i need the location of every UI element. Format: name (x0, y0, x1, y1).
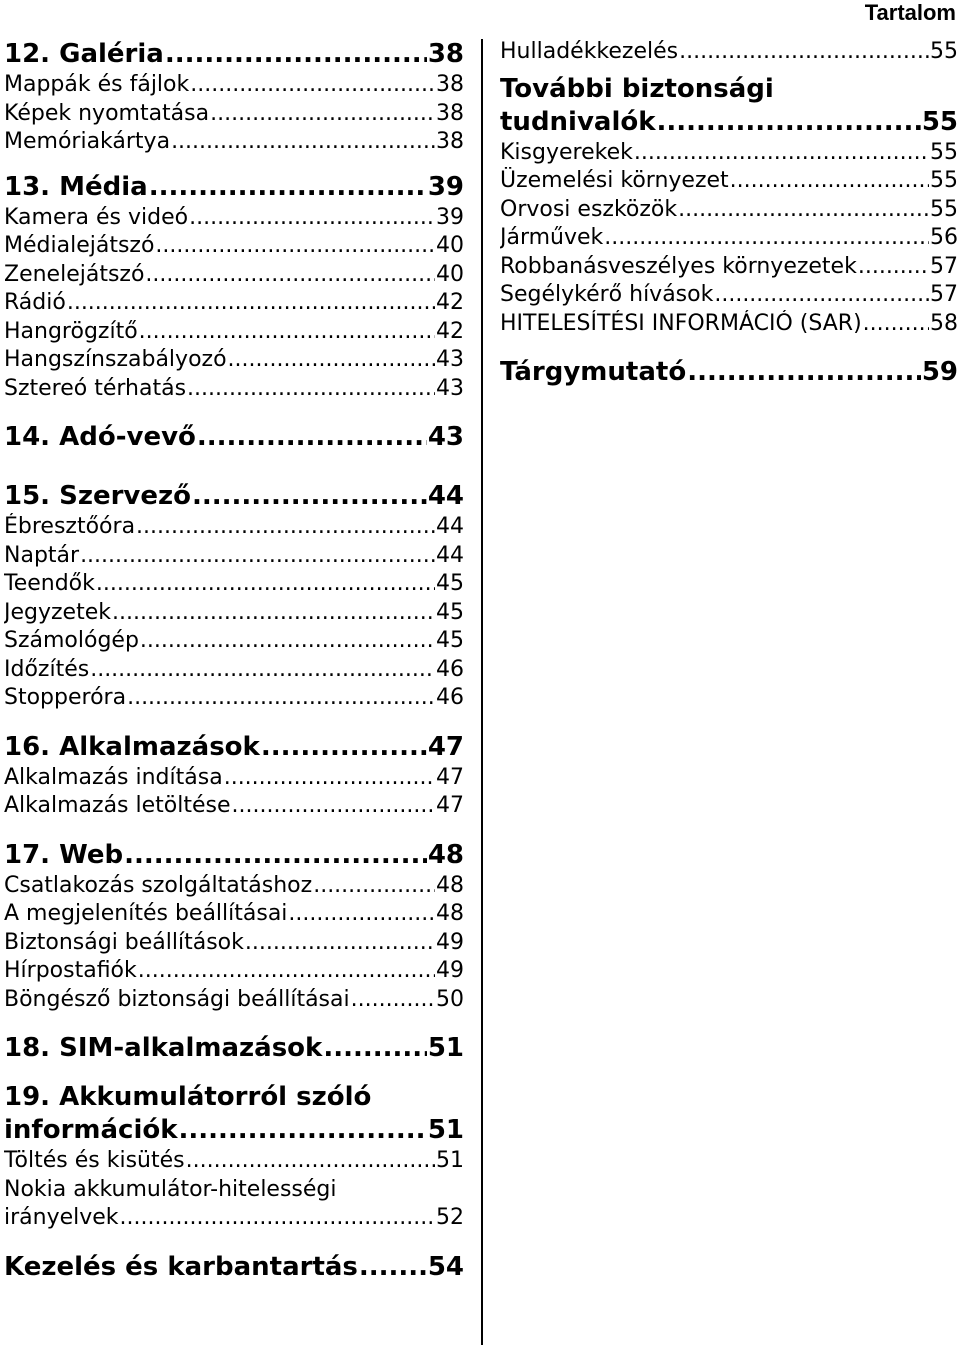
toc-left-column (4, 38, 464, 1284)
dot-leader (288, 900, 435, 929)
toc-entry-title: 13. Média (4, 171, 148, 202)
dot-leader (140, 627, 435, 656)
dot-leader (186, 1147, 435, 1176)
toc-entry-ebresztoora[interactable] (4, 513, 464, 542)
toc-page-number: 51 (427, 1115, 464, 1145)
toc-entry-row (4, 1147, 464, 1176)
toc-entry-title: Biztonsági beállítások (4, 929, 244, 955)
toc-page-number: 45 (436, 571, 464, 596)
toc-page-number: 58 (930, 310, 958, 336)
dot-leader (190, 71, 435, 100)
toc-entry-row (4, 986, 464, 1015)
toc-entry-title: tudnivalók (500, 106, 656, 137)
dot-leader (80, 542, 435, 571)
dot-leader (124, 839, 427, 872)
toc-entry-row (4, 792, 464, 821)
toc-entry-row (4, 318, 464, 347)
dot-leader (232, 792, 435, 821)
toc-entry-hulladekkezeles[interactable] (500, 38, 958, 67)
dot-leader (138, 957, 435, 986)
dot-leader (604, 224, 929, 253)
toc-entry-row (4, 38, 464, 71)
dot-leader (863, 310, 929, 339)
toc-entry-row (4, 232, 464, 261)
toc-page-number: 47 (427, 731, 464, 762)
toc-entry-szamologep[interactable] (4, 627, 464, 656)
toc-entry-row (4, 542, 464, 571)
dot-leader (261, 731, 427, 764)
toc-entry-row (4, 1114, 464, 1147)
toc-entry-row (4, 570, 464, 599)
toc-entry-hirpostafiok[interactable] (4, 957, 464, 986)
section-spacer (4, 1233, 464, 1251)
dot-leader (359, 1251, 427, 1284)
toc-entry-row (500, 310, 958, 339)
toc-entry-row (4, 731, 464, 764)
toc-entry-title: A megjelenítés beállításai (4, 901, 288, 926)
toc-entry-row (4, 100, 464, 129)
dot-leader (351, 986, 435, 1015)
toc-page-number: 55 (930, 39, 958, 64)
section-spacer (4, 821, 464, 839)
toc-entry-a-megjelenites-beallitasai[interactable] (4, 900, 464, 929)
toc-entry-title: Médialejátszó (4, 233, 155, 258)
toc-entry-title: Időzítés (4, 656, 90, 682)
toc-page-number: 42 (436, 290, 464, 315)
toc-entry-orvosi-eszkozok[interactable] (500, 196, 958, 225)
toc-entry-title: Üzemelési környezet (500, 168, 729, 193)
toc-page-number: 55 (930, 168, 958, 193)
toc-entry-title: Ébresztőóra (4, 514, 136, 539)
dot-leader (189, 204, 435, 233)
column-divider (481, 39, 483, 1345)
toc-entry-row (4, 839, 464, 872)
toc-entry-kepek-nyomtatasa[interactable] (4, 100, 464, 129)
toc-chapter-16-alkalmazasok[interactable] (4, 731, 464, 764)
toc-entry-title: 15. Szervező (4, 481, 192, 511)
toc-entry-title: Zenelejátszó (4, 261, 145, 287)
dot-leader (657, 106, 921, 139)
toc-entry-title: Töltés és kisütés (4, 1148, 185, 1173)
toc-entry-title: Orvosi eszközök (500, 196, 678, 222)
toc-page-number: 45 (436, 599, 464, 625)
toc-page-number: 38 (436, 72, 464, 97)
toc-entry-title: Segélykérő hívások (500, 282, 714, 307)
toc-chapter-kezeles-es-karbantartas[interactable] (4, 1251, 464, 1284)
toc-page-number: 43 (427, 422, 464, 452)
dot-leader (210, 100, 435, 129)
toc-entry-title: Kamera és videó (4, 204, 189, 230)
toc-entry-biztonsagi-beallitasok[interactable] (4, 929, 464, 958)
toc-entry-title: Számológép (4, 628, 139, 653)
toc-right-column (500, 38, 958, 389)
dot-leader (90, 656, 435, 685)
toc-entry-row (4, 957, 464, 986)
toc-entry-title: Hírpostafiók (4, 958, 137, 983)
toc-page-number: 57 (930, 282, 958, 307)
dot-leader (96, 570, 435, 599)
toc-entry-kisgyerekek[interactable] (500, 139, 958, 168)
toc-entry-title: Memóriakártya (4, 129, 171, 154)
toc-entry-title: Kezelés és karbantartás (4, 1251, 358, 1282)
toc-page-number: 55 (930, 196, 958, 222)
toc-page-number: 43 (436, 375, 464, 401)
toc-chapter-12-galeria[interactable] (4, 38, 464, 71)
toc-page-number: 44 (436, 542, 464, 568)
dot-leader (730, 167, 929, 196)
toc-entry-jegyzetek[interactable] (4, 599, 464, 628)
toc-entry-naptar[interactable] (4, 542, 464, 571)
toc-entry-idozites[interactable] (4, 656, 464, 685)
toc-entry-jarmuvek[interactable] (500, 224, 958, 253)
toc-chapter-14-ado-vevo[interactable] (4, 421, 464, 454)
toc-page-number: 40 (436, 233, 464, 258)
toc-page-number: 42 (436, 318, 464, 344)
toc-entry-alkalmazas-letoltese[interactable] (4, 792, 464, 821)
dot-leader (714, 281, 929, 310)
toc-entry-title-line: Nokia akkumulátor-hitelességi (4, 1176, 337, 1202)
toc-entry-title: Rádió (4, 290, 66, 315)
toc-entry-title: 17. Web (4, 839, 124, 870)
toc-page-number: 44 (427, 481, 464, 511)
toc-entry-title: Hangszínszabályozó (4, 347, 227, 372)
toc-entry-title: Teendők (4, 571, 95, 596)
dot-leader (245, 929, 435, 958)
toc-chapter-17-web[interactable] (4, 839, 464, 872)
section-spacer (4, 157, 464, 171)
toc-entry-title: 12. Galéria (4, 39, 164, 69)
toc-entry-uzemelesi-kornyezet[interactable] (500, 167, 958, 196)
toc-chapter-15-szervezo[interactable] (4, 480, 464, 513)
dot-leader (120, 1204, 435, 1233)
toc-entry-radio[interactable] (4, 289, 464, 318)
toc-page-number: 50 (436, 986, 464, 1012)
toc-entry-title: Sztereó térhatás (4, 375, 187, 401)
toc-entry-title: Hangrögzítő (4, 318, 138, 344)
toc-page-number: 40 (436, 261, 464, 287)
toc-page-number: 55 (930, 139, 958, 165)
toc-page-number: 59 (921, 357, 958, 387)
toc-page-number: 54 (427, 1251, 464, 1282)
toc-entry-title: információk (4, 1115, 178, 1145)
dot-leader (197, 421, 427, 454)
dot-leader (139, 318, 435, 347)
toc-chapter-19-akkumulatorrol-szolo[interactable] (4, 1081, 464, 1147)
dot-leader (678, 196, 929, 225)
toc-entry-row (4, 599, 464, 628)
toc-page-number: 38 (436, 100, 464, 126)
toc-page-number: 44 (436, 514, 464, 539)
dot-leader (149, 171, 427, 204)
toc-entry-row (500, 139, 958, 168)
toc-entry-row (4, 289, 464, 318)
toc-entry-title: Stopperóra (4, 685, 127, 710)
toc-entry-title: 14. Adó-vevő (4, 422, 196, 452)
toc-page-number: 47 (436, 764, 464, 790)
toc-entry-row (500, 224, 958, 253)
toc-page-number: 51 (436, 1148, 464, 1173)
toc-entry-row (4, 627, 464, 656)
toc-entry-row (4, 1204, 464, 1233)
toc-page-number: 38 (427, 39, 464, 69)
toc-chapter-13-media[interactable] (4, 171, 464, 204)
toc-entry-title: Képek nyomtatása (4, 100, 210, 126)
toc-entry-title: Mappák és fájlok (4, 72, 190, 97)
dot-leader (127, 684, 435, 713)
section-spacer (4, 403, 464, 421)
toc-page-number: 47 (436, 793, 464, 818)
toc-entry-title-line: További biztonsági (500, 73, 774, 104)
toc-page-number: 49 (436, 958, 464, 983)
toc-entry-row (500, 106, 958, 139)
toc-entry-title: Robbanásveszélyes környezetek (500, 253, 857, 279)
toc-entry-row (4, 171, 464, 204)
dot-leader (112, 599, 435, 628)
toc-entry-nokia-akkumulator-hitelessegi[interactable] (4, 1176, 464, 1233)
toc-entry-mappak-es-fajlok[interactable] (4, 71, 464, 100)
toc-entry-title: Hulladékkezelés (500, 39, 679, 64)
toc-entry-segelykero-hivasok[interactable] (500, 281, 958, 310)
toc-page-number: 49 (436, 929, 464, 955)
toc-entry-title: Alkalmazás letöltése (4, 793, 231, 818)
section-spacer (4, 1014, 464, 1032)
toc-entry-title: Alkalmazás indítása (4, 764, 223, 790)
dot-leader (634, 139, 929, 168)
toc-entry-title: Kisgyerekek (500, 139, 633, 165)
toc-entry-row (4, 900, 464, 929)
toc-entry-title: irányelvek (4, 1205, 119, 1230)
dot-leader (179, 1114, 427, 1147)
dot-leader (67, 289, 435, 318)
dot-leader (136, 513, 435, 542)
dot-leader (145, 261, 435, 290)
toc-entry-row (4, 929, 464, 958)
toc-entry-hangszinszabalyozo[interactable] (4, 346, 464, 375)
dot-leader (323, 1032, 426, 1065)
toc-page-number: 38 (436, 129, 464, 154)
toc-entry-sztereo-terhatas[interactable] (4, 375, 464, 404)
toc-entry-title: Tárgymutató (500, 357, 687, 387)
section-spacer (500, 338, 958, 356)
toc-page-number: 51 (427, 1033, 464, 1063)
dot-leader (687, 356, 921, 389)
toc-page-number: 46 (436, 656, 464, 682)
toc-page-number: 48 (436, 872, 464, 898)
toc-entry-zenelejatszo[interactable] (4, 261, 464, 290)
toc-entry-bongeszo-biztonsagi-beallitasai[interactable] (4, 986, 464, 1015)
dot-leader (224, 764, 435, 793)
dot-leader (858, 253, 929, 282)
toc-entry-row (4, 872, 464, 901)
toc-entry-row (500, 167, 958, 196)
toc-entry-title: Jegyzetek (4, 599, 111, 625)
toc-entry-row (4, 128, 464, 157)
dot-leader (679, 38, 929, 67)
toc-entry-medialejatszo[interactable] (4, 232, 464, 261)
toc-entry-row (4, 204, 464, 233)
toc-entry-teendok[interactable] (4, 570, 464, 599)
section-spacer (4, 713, 464, 731)
toc-entry-title: 16. Alkalmazások (4, 731, 260, 762)
toc-entry-row (4, 421, 464, 454)
toc-entry-title: Naptár (4, 542, 80, 568)
toc-chapter-targymutato[interactable] (500, 356, 958, 389)
toc-page-number: 52 (436, 1205, 464, 1230)
dot-leader (165, 38, 427, 71)
toc-entry-row (4, 261, 464, 290)
toc-entry-row (4, 346, 464, 375)
toc-entry-row (4, 1032, 464, 1065)
toc-entry-row (4, 1251, 464, 1284)
toc-page-number: 46 (436, 685, 464, 710)
toc-entry-alkalmazas-inditasa[interactable] (4, 764, 464, 793)
toc-page-number: 43 (436, 347, 464, 372)
toc-entry-title: Járművek (500, 225, 604, 250)
toc-entry-row (500, 253, 958, 282)
toc-entry-title: HITELESÍTÉSI INFORMÁCIÓ (SAR) (500, 310, 862, 336)
toc-entry-robbanasveszelyes-kornyezetek[interactable] (500, 253, 958, 282)
toc-entry-csatlakozas-szolgaltatashoz[interactable] (4, 872, 464, 901)
toc-entry-toltes-es-kisutes[interactable] (4, 1147, 464, 1176)
dot-leader (313, 872, 435, 901)
toc-entry-row (4, 764, 464, 793)
toc-entry-title: Csatlakozás szolgáltatáshoz (4, 872, 313, 898)
dot-leader (228, 346, 435, 375)
toc-entry-row (4, 71, 464, 100)
toc-entry-memoriakartya[interactable] (4, 128, 464, 157)
toc-page-number: 55 (921, 106, 958, 137)
toc-entry-row (4, 480, 464, 513)
toc-entry-title-line: 19. Akkumulátorról szóló (4, 1082, 372, 1112)
toc-entry-stopperora[interactable] (4, 684, 464, 713)
toc-entry-row (500, 281, 958, 310)
toc-chapter-tovabbi-biztonsagi[interactable] (500, 73, 958, 139)
page-header-title: Tartalom (864, 0, 956, 25)
toc-entry-kamera-es-video[interactable] (4, 204, 464, 233)
dot-leader (187, 375, 435, 404)
toc-entry-row (4, 684, 464, 713)
toc-entry-row (500, 196, 958, 225)
toc-page-number: 39 (427, 171, 464, 202)
dot-leader (171, 128, 435, 157)
dot-leader (155, 232, 435, 261)
toc-page-number: 39 (436, 204, 464, 230)
toc-entry-row (500, 356, 958, 389)
toc-entry-title: Böngésző biztonsági beállításai (4, 986, 350, 1012)
toc-entry-title: 18. SIM-alkalmazások (4, 1033, 323, 1063)
section-spacer (4, 1065, 464, 1081)
toc-entry-hangrogzito[interactable] (4, 318, 464, 347)
toc-entry-row (4, 375, 464, 404)
toc-page-number: 48 (436, 901, 464, 926)
toc-entry-row (4, 513, 464, 542)
toc-page-number: 56 (930, 225, 958, 250)
toc-page-number: 57 (930, 253, 958, 279)
dot-leader (192, 480, 427, 513)
toc-page-number: 48 (427, 839, 464, 870)
section-spacer (4, 454, 464, 480)
toc-entry-row (500, 38, 958, 67)
toc-entry-row (4, 656, 464, 685)
toc-page-number: 45 (436, 628, 464, 653)
toc-entry-hitelesitesi-informacio-sar[interactable] (500, 310, 958, 339)
toc-chapter-18-sim-alkalmazasok[interactable] (4, 1032, 464, 1065)
